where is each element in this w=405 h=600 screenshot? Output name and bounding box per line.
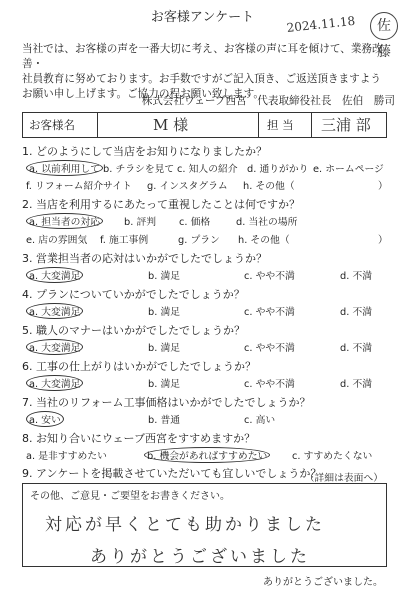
q5-option-d[interactable]: d. 不満 [340,343,373,354]
q7-option-a-selected[interactable]: a. 安い [26,411,64,427]
q5-option-a-selected[interactable]: a. 大変満足 [26,339,83,355]
q3-option-c[interactable]: c. やや不満 [244,271,295,282]
q3-option-d[interactable]: d. 不満 [340,271,373,282]
comment-label: その他、ご意見・ご要望をお書きください。 [30,491,230,502]
question-5: 5. 職人のマナーはいかがでしたでしょうか？ [22,324,245,337]
q8-option-c[interactable]: c. すすめたくない [292,451,373,462]
q3-option-b[interactable]: b. 満足 [148,271,181,282]
comment-handwriting-line-2: ありがとうございました [90,547,310,567]
q1-option-e[interactable]: e. ホームページ [313,164,384,175]
question-7: 7. 当社のリフォーム工事価格はいかがでしたでしょうか？ [22,396,311,409]
q8-option-b-selected[interactable]: b. 機会があればすすめたい [144,447,270,463]
customer-info-row [22,112,387,138]
staff-label: 担 当 [267,118,294,132]
divider [311,113,312,137]
q2-option-h[interactable]: h. その他（ [238,235,290,246]
q2-option-g[interactable]: g. プラン [178,235,220,246]
q1-option-g[interactable]: g. インスタグラム [147,181,228,192]
q7-option-b[interactable]: b. 普通 [148,415,181,426]
q6-option-a-selected[interactable]: a. 大変満足 [26,375,83,391]
staff-name-value[interactable]: 三浦 部 [321,116,371,134]
question-9: 9. アンケートを掲載させていただいても宜しいでしょうか？ [22,467,322,480]
question-6: 6. 工事の仕上がりはいかがでしたでしょうか？ [22,360,256,373]
intro-line: 社員教育に努めております。お手数ですがご記入頂き、ご返送頂きますよう [22,73,381,85]
q4-option-b[interactable]: b. 満足 [148,307,181,318]
q4-option-a-selected[interactable]: a. 大変満足 [26,303,83,319]
question-4: 4. プランについていかがでしたでしょうか？ [22,288,245,301]
q8-option-a[interactable]: a. 是非すすめたい [26,451,107,462]
q4-option-d[interactable]: d. 不満 [340,307,373,318]
q6-option-c[interactable]: c. やや不満 [244,379,295,390]
company-signature: 株式会社ウェーブ西宮 代表取締役社長 佐伯 勝司 [141,95,395,107]
intro-line: 当社では、お客様の声を一番大切に考え、お客様の声に耳を傾けて、業務改善・ [22,43,383,70]
q2-option-d[interactable]: d. 当社の場所 [236,217,298,228]
q1-option-d[interactable]: d. 通りがかり [247,164,309,175]
q3-option-a-selected[interactable]: a. 大変満足 [26,267,83,283]
intro-line: お願い申し上げます。ご協力の程お願い致します。 [22,88,264,100]
q1-option-c[interactable]: c. 知人の紹介 [177,164,238,175]
q1-option-a-selected[interactable]: a. 以前利用して [26,160,103,176]
q6-option-d[interactable]: d. 不満 [340,379,373,390]
q1-paren-close: ） [378,181,388,192]
divider [97,113,98,137]
q4-option-c[interactable]: c. やや不満 [244,307,295,318]
q6-option-b[interactable]: b. 満足 [148,379,181,390]
q1-option-h[interactable]: h. その他（ [243,181,295,192]
question-1: 1. どのようにして当店をお知りになりましたか？ [22,145,267,158]
survey-title: お客様アンケート [150,10,255,25]
customer-name-value[interactable]: M 様 [153,116,189,134]
thanks-text: ありがとうございました。 [263,577,383,588]
seal-stamp: 佐藤 [370,12,398,40]
q1-option-b[interactable]: b. チラシを見て [103,164,175,175]
comment-handwriting-line-1: 対応が早くとても助かりました [45,515,325,535]
q2-option-c[interactable]: c. 価格 [179,217,211,228]
q2-option-f[interactable]: f. 施工事例 [100,235,149,246]
q5-option-b[interactable]: b. 満足 [148,343,181,354]
q1-option-f[interactable]: f. リフォーム紹介サイト [26,181,132,192]
details-note: （詳細は表面へ） [304,473,383,484]
q2-option-b[interactable]: b. 評判 [124,217,157,228]
question-2: 2. 当店を利用するにあたって重視したことは何ですか？ [22,198,300,211]
q2-paren-close: ） [378,235,388,246]
question-8: 8. お知り合いにウェーブ西宮をすすめますか？ [22,432,256,445]
q7-option-c[interactable]: c. 高い [244,415,276,426]
q2-option-e[interactable]: e. 店の雰囲気 [26,235,88,246]
q5-option-c[interactable]: c. やや不満 [244,343,295,354]
divider [258,113,259,137]
customer-name-label: お客様名 [29,118,75,132]
question-3: 3. 営業担当者の応対はいかがでしたでしょうか？ [22,252,267,265]
q2-option-a-selected[interactable]: a. 担当者の対応 [26,213,103,229]
handwritten-date: 2024.11.18 [286,13,356,35]
